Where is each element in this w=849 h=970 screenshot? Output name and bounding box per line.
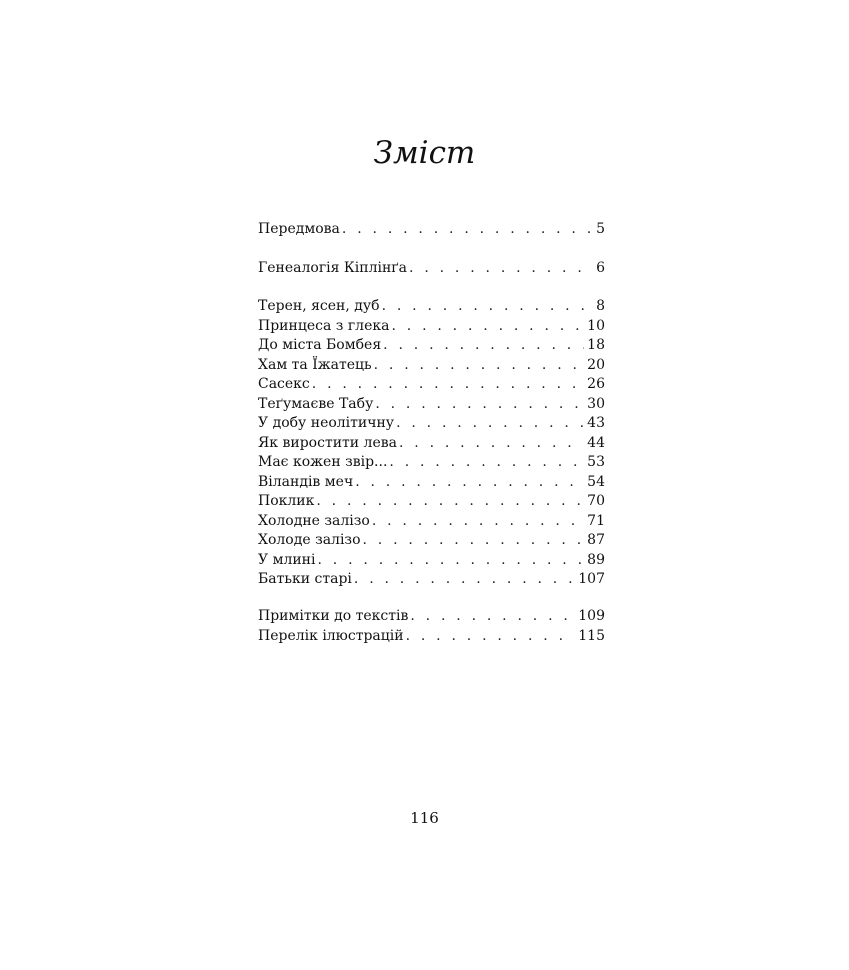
- toc-entry-page: 109: [578, 608, 605, 624]
- toc-entry-title: Сасекс: [258, 376, 310, 392]
- toc-entry-title: До міста Бомбея: [258, 337, 382, 353]
- toc-entry-title: Хам та Їжатець: [258, 357, 372, 373]
- toc-entry-title: Холодне залізо: [258, 513, 370, 529]
- toc-entry-page: 20: [587, 357, 605, 373]
- toc-entry-page: 89: [587, 552, 605, 568]
- toc-entry-title: Поклик: [258, 493, 315, 509]
- dot-leader: [389, 452, 584, 472]
- toc-entry: [258, 433, 605, 453]
- toc-entry-page: 53: [587, 454, 605, 470]
- dot-leader: [363, 530, 585, 550]
- toc-entry-title: Примітки до текстів: [258, 608, 409, 624]
- dot-leader: [316, 491, 584, 511]
- toc-entry-page: 43: [587, 415, 605, 431]
- toc-entry-title: Віландів меч: [258, 474, 354, 490]
- dot-leader: [396, 413, 584, 433]
- toc-entry: [258, 296, 605, 316]
- toc-entry: [258, 530, 605, 550]
- dot-leader: [383, 335, 584, 355]
- toc-entry-page: 115: [578, 628, 605, 644]
- dot-leader: [382, 296, 594, 316]
- dot-leader: [355, 472, 584, 492]
- toc-entry-title: Терен, ясен, дуб: [258, 298, 380, 314]
- toc-entry-page: 30: [587, 396, 605, 412]
- toc-entry-title: Має кожен звір...: [258, 454, 388, 470]
- toc-entry-title: Генеалогія Кіплінґа: [258, 260, 408, 276]
- toc-entry: [258, 491, 605, 511]
- toc-entry-page: 107: [578, 571, 605, 587]
- toc-entry-page: 5: [596, 221, 605, 237]
- page-number: 116: [410, 809, 439, 827]
- toc-entry: [258, 606, 605, 626]
- toc-entry: [258, 258, 605, 278]
- toc-entry: [258, 626, 605, 646]
- toc-entry-page: 26: [587, 376, 605, 392]
- toc-entry-page: 8: [596, 298, 605, 314]
- toc-entry-title: Холоде залізо: [258, 532, 361, 548]
- toc-entry-title: Передмова: [258, 221, 340, 237]
- toc-entry: [258, 355, 605, 375]
- dot-leader: [312, 374, 584, 394]
- toc-entry: [258, 413, 605, 433]
- toc-entry: [258, 394, 605, 414]
- toc-entry: [258, 511, 605, 531]
- toc-entry: [258, 472, 605, 492]
- toc-entry-title: У млині: [258, 552, 316, 568]
- toc-entry-page: 6: [596, 260, 605, 276]
- toc-entry-title: Перелік ілюстрацій: [258, 628, 404, 644]
- dot-leader: [406, 626, 576, 646]
- dot-leader: [318, 550, 585, 570]
- toc-entry: [258, 452, 605, 472]
- dot-leader: [410, 606, 575, 626]
- toc-entry-page: 71: [587, 513, 605, 529]
- toc-entry-page: 70: [587, 493, 605, 509]
- toc-entry-title: Як виростити лева: [258, 435, 397, 451]
- toc-entry-page: 44: [587, 435, 605, 451]
- toc-entry-page: 54: [587, 474, 605, 490]
- toc-entry: [258, 569, 605, 589]
- toc-entry: [258, 335, 605, 355]
- toc-entry-page: 87: [587, 532, 605, 548]
- dot-leader: [374, 355, 585, 375]
- toc-entry-page: 10: [587, 318, 605, 334]
- dot-leader: [372, 511, 584, 531]
- toc-entry: [258, 374, 605, 394]
- toc-entry-title: Теґумаєве Табу: [258, 396, 374, 412]
- toc-entry-title: У добу неолітичну: [258, 415, 395, 431]
- toc-entry-page: 18: [587, 337, 605, 353]
- toc-entry-title: Батьки старі: [258, 571, 352, 587]
- toc-entry-title: Принцеса з глека: [258, 318, 390, 334]
- page-title: Зміст: [373, 135, 476, 171]
- dot-leader: [354, 569, 575, 589]
- dot-leader: [399, 433, 584, 453]
- toc-entry: [258, 550, 605, 570]
- toc-entry: [258, 316, 605, 336]
- dot-leader: [409, 258, 593, 278]
- dot-leader: [375, 394, 584, 414]
- toc-entry: [258, 219, 605, 239]
- dot-leader: [342, 219, 593, 239]
- dot-leader: [391, 316, 584, 336]
